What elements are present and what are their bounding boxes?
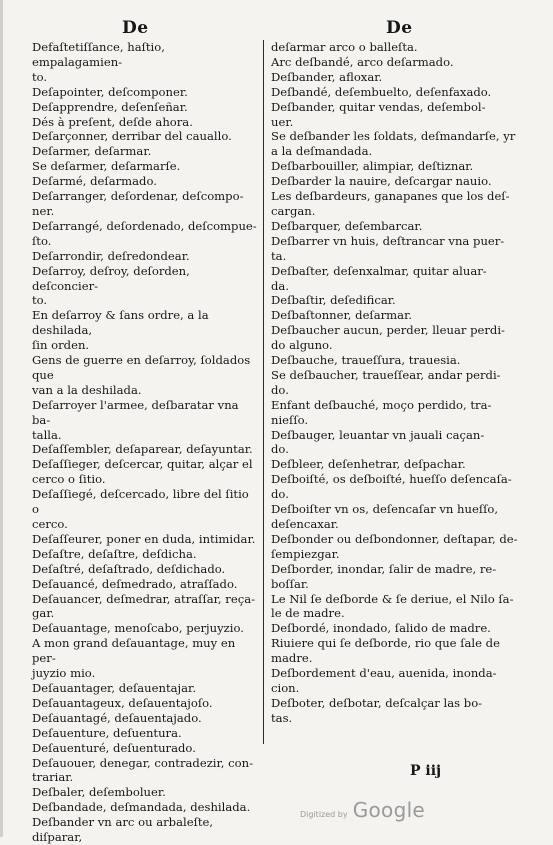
dictionary-line: Dés à preſent, deſde ahora. bbox=[32, 114, 193, 129]
dictionary-line: En deſarroy & ſans ordre, a la deshilada, bbox=[32, 308, 209, 338]
dictionary-line: Deſbonder ou deſbondonner, deſtapar, de- bbox=[271, 531, 518, 546]
left-column bbox=[32, 40, 258, 845]
dictionary-line: Deſauancé, deſmedrado, atraſſado. bbox=[32, 576, 238, 591]
dictionary-line: Deſbandé, deſembuelto, deſenfaxado. bbox=[271, 84, 492, 99]
dictionary-line: Deſbarrer vn huis, deſtrancar vna puer- bbox=[271, 233, 505, 248]
dictionary-line: ta. bbox=[271, 248, 287, 263]
dictionary-line: a la deſmandada. bbox=[271, 144, 373, 159]
dictionary-line: Se deſbander les ſoldats, deſmandarſe, yr bbox=[271, 129, 516, 144]
dictionary-line: Deſboiſter vn os, deſencaſar vn hueſſo, bbox=[271, 502, 499, 517]
dictionary-line: Deſaſſieger, deſcercar, quitar, alçar el bbox=[32, 457, 253, 472]
dictionary-line: do. bbox=[271, 442, 289, 457]
google-logo-text: Google bbox=[352, 798, 426, 822]
dictionary-line: juyzio mio. bbox=[32, 666, 96, 681]
dictionary-line: Le Nil ſe deſborde & ſe deriue, el Nilo ſa- bbox=[271, 591, 514, 606]
dictionary-line: Deſauenturé, deſuenturado. bbox=[32, 740, 196, 755]
dictionary-line: talla. bbox=[32, 427, 62, 442]
dictionary-line: Deſaſſembler, deſaparear, deſayuntar. bbox=[32, 442, 253, 457]
dictionary-line: Deſbarder la nauire, deſcargar nauio. bbox=[271, 174, 492, 189]
dictionary-line: Deſbarquer, deſembarcar. bbox=[271, 218, 423, 233]
dictionary-line: Deſarrangé, deſordenado, deſcompue- bbox=[32, 218, 257, 233]
dictionary-line: Deſauantageux, deſauentajoſo. bbox=[32, 695, 213, 710]
dictionary-line: Deſbander, quitar vendas, deſembol- bbox=[271, 99, 486, 114]
dictionary-line: to. bbox=[32, 69, 48, 84]
dictionary-line: tas. bbox=[271, 710, 293, 725]
dictionary-line: cargan. bbox=[271, 203, 316, 218]
dictionary-line: Les deſbardeurs, ganapanes que los deſ- bbox=[271, 189, 510, 204]
running-head-left: De bbox=[122, 18, 149, 38]
dictionary-line: cion. bbox=[271, 680, 300, 695]
dictionary-line: Deſbander vn arc ou arbaleſte, diſparar, bbox=[32, 815, 214, 845]
dictionary-line: Deſbaſtir, deſedificar. bbox=[271, 293, 396, 308]
dictionary-line: cerco. bbox=[32, 517, 68, 531]
dictionary-line: A mon grand deſauantage, muy en per- bbox=[32, 636, 236, 666]
dictionary-line: Deſarmer, deſarmar. bbox=[32, 144, 152, 159]
running-head-right: De bbox=[386, 18, 413, 38]
dictionary-line: Deſbauger, leuantar vn jauali caçan- bbox=[271, 427, 485, 442]
dictionary-line: do alguno. bbox=[271, 338, 333, 353]
dictionary-line: gar. bbox=[32, 606, 55, 621]
dictionary-line: Gens de guerre en deſarroy, ſoldados que bbox=[32, 353, 251, 382]
dictionary-line: boſſar. bbox=[271, 576, 309, 591]
dictionary-line: Deſarçonner, derribar del cauallo. bbox=[32, 129, 232, 144]
dictionary-line: trariar. bbox=[32, 770, 74, 785]
dictionary-line: deſencaxar. bbox=[271, 517, 339, 531]
dictionary-line: Deſbaſter, deſenxalmar, quitar aluar- bbox=[271, 263, 487, 278]
dictionary-line: Deſauancer, deſmedrar, atraſſar, reça- bbox=[32, 591, 256, 606]
dictionary-line: madre. bbox=[271, 651, 313, 666]
dictionary-line: Deſaſſiegé, deſcercado, libre del ſitio o bbox=[32, 487, 249, 517]
dictionary-line: Deſboter, deſbotar, deſcalçar las bo- bbox=[271, 695, 483, 710]
dictionary-line: Deſbaucher aucun, perder, lleuar perdi- bbox=[271, 323, 505, 338]
column-divider bbox=[263, 40, 264, 744]
dictionary-line: Deſbaſtonner, deſarmar. bbox=[271, 308, 413, 323]
dictionary-line: Deſbander, afloxar. bbox=[271, 69, 383, 84]
dictionary-line: Deſbandade, deſmandada, deshilada. bbox=[32, 800, 251, 815]
dictionary-line: Deſbarbouiller, alimpiar, deſtiznar. bbox=[271, 159, 474, 174]
dictionary-line: Se deſarmer, deſarmarſe. bbox=[32, 159, 181, 174]
dictionary-line: Deſarranger, deſordenar, deſcompo- bbox=[32, 189, 244, 204]
dictionary-line: le de madre. bbox=[271, 606, 345, 621]
dictionary-line: Deſauantagé, deſauentajado. bbox=[32, 710, 202, 725]
dictionary-line: Defaſtetiſſance, haſtio, empalagamien- bbox=[32, 40, 165, 69]
dictionary-line: Enfant deſbauché, moço perdido, tra- bbox=[271, 397, 492, 412]
signature-mark: P iij bbox=[410, 763, 442, 779]
dictionary-line: Deſapointer, deſcomponer. bbox=[32, 84, 188, 99]
dictionary-line: ſin orden. bbox=[32, 338, 90, 353]
right-column bbox=[271, 40, 529, 726]
dictionary-line: Deſarrondir, deſredondear. bbox=[32, 248, 190, 263]
dictionary-line: Deſbordé, inondado, ſalido de madre. bbox=[271, 621, 491, 636]
digitized-by-google-watermark bbox=[300, 798, 425, 822]
dictionary-line: ſempiezgar. bbox=[271, 546, 340, 561]
dictionary-line: da. bbox=[271, 278, 290, 293]
dictionary-line: Deſarroy, deſroy, deſorden, deſconcier- bbox=[32, 263, 190, 293]
dictionary-line: Deſaſſeurer, poner en duda, intimidar. bbox=[32, 531, 256, 546]
dictionary-line: Deſaſtré, deſaſtrado, deſdichado. bbox=[32, 561, 226, 576]
page-edge-shadow bbox=[0, 0, 3, 837]
dictionary-line: Deſborder, inondar, ſalir de madre, re- bbox=[271, 561, 497, 576]
dictionary-line: ſto. bbox=[32, 233, 52, 248]
dictionary-line: Se deſbaucher, traueſſear, andar perdi- bbox=[271, 367, 501, 382]
dictionary-line: ner. bbox=[32, 203, 55, 218]
dictionary-line: Deſauantage, menoſcabo, perjuyzio. bbox=[32, 621, 244, 636]
dictionary-line: Deſauouer, denegar, contradezir, con- bbox=[32, 755, 254, 770]
dictionary-line: van a la deshilada. bbox=[32, 382, 142, 397]
digitized-by-label: Digitized by bbox=[300, 810, 348, 819]
dictionary-line: Deſbaler, deſemboluer. bbox=[32, 785, 166, 800]
dictionary-line: do. bbox=[271, 382, 289, 397]
dictionary-line: Deſbleer, deſenhetrar, deſpachar. bbox=[271, 457, 466, 472]
dictionary-line: Deſbauche, traueſſura, trauesia. bbox=[271, 353, 461, 368]
dictionary-line: uer. bbox=[271, 114, 294, 129]
dictionary-line: Deſarmé, deſarmado. bbox=[32, 174, 157, 189]
dictionary-line: Deſauantager, deſauentajar. bbox=[32, 680, 197, 695]
dictionary-line: deſarmar arco o balleſta. bbox=[271, 40, 418, 54]
dictionary-line: Deſbordement d'eau, auenida, inonda- bbox=[271, 666, 497, 681]
dictionary-line: do. bbox=[271, 487, 289, 502]
dictionary-line: cerco o ſitio. bbox=[32, 472, 106, 487]
dictionary-line: Deſarroyer l'armee, deſbaratar vna ba- bbox=[32, 397, 239, 427]
dictionary-line: Deſauenture, deſuentura. bbox=[32, 725, 182, 740]
dictionary-line: Riuiere qui ſe deſborde, rio que ſale de bbox=[271, 636, 500, 651]
dictionary-line: Deſapprendre, deſenſeñar. bbox=[32, 99, 188, 114]
dictionary-line: Arc deſbandé, arco deſarmado. bbox=[271, 54, 454, 69]
dictionary-line: Deſboiſté, os deſboiſté, hueſſo deſencaſa- bbox=[271, 472, 512, 487]
dictionary-line: Deſaſtre, deſaſtre, deſdicha. bbox=[32, 546, 197, 561]
dictionary-line: to. bbox=[32, 293, 48, 308]
dictionary-line: nieſſo. bbox=[271, 412, 309, 427]
